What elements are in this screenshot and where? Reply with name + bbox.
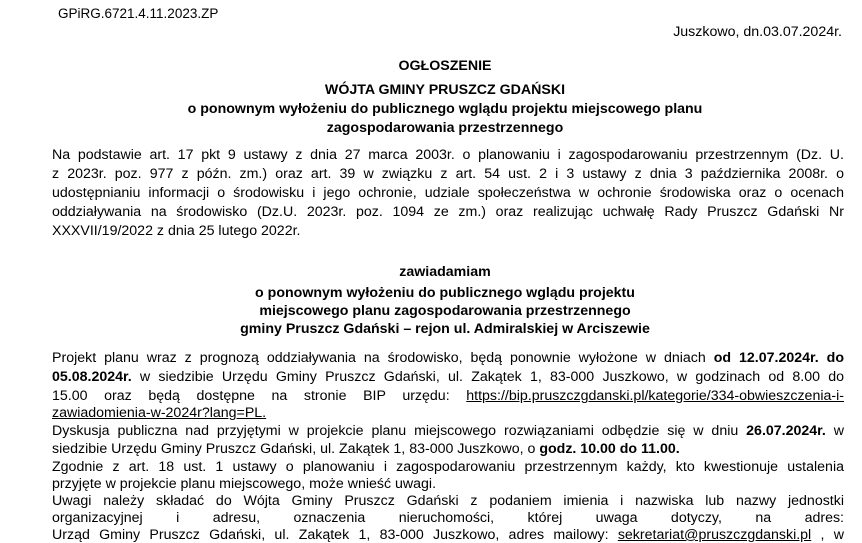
exhibition-line — [52, 388, 844, 404]
text-span: Dyskusja publiczna nad przyjętymi w projekcie planu miejscowego rozwiązaniami odbędzie się w dniu — [52, 423, 747, 439]
email-link[interactable]: sekretariat@pruszczgdanski.pl — [617, 527, 812, 543]
discussion-line — [52, 441, 844, 457]
bip-link-continued[interactable]: zawiadomienia-w-2024r?lang=PL. — [52, 405, 267, 421]
legal-basis-line: z 2023r. poz. 977 z późn. zm.) oraz art. 39 w związku z art. 54 ust. 2 i 3 ustawy z dnia 3 października 2008r. o — [52, 166, 844, 182]
discussion-line — [52, 423, 844, 439]
reference-number: GPiRG.6721.4.11.2023.ZP — [58, 6, 219, 21]
exhibition-line — [52, 350, 844, 366]
text-span: Urząd Gminy Pruszcz Gdański, ul. Zakątek 1, 83-000 Juszkowo, adres mailowy: — [52, 527, 618, 543]
submission-line: Uwagi należy składać do Wójta Gminy Pruszcz Gdański z podaniem imienia i nazwiska lub nazwy jednostki — [52, 493, 844, 509]
place-date: Juszkowo, dn.03.07.2024r. — [673, 24, 842, 40]
notice-heading: OGŁOSZENIE — [398, 58, 492, 74]
notice-subject-line-3: gminy Pruszcz Gdański – rejon ul. Admiralskiej w Arciszewie — [240, 321, 650, 337]
subject-line-1: o ponownym wyłożeniu do publicznego wglądu projektu miejscowego planu — [187, 101, 703, 117]
exhibition-line — [52, 405, 844, 421]
date-range-end: 05.08.2024r. — [52, 369, 132, 385]
date-range-start: od 12.07.2024r. do — [713, 350, 844, 366]
exhibition-line — [52, 369, 844, 385]
notice-subject-line-2: miejscowego planu zagospodarowania przestrzennego — [259, 303, 631, 319]
bip-link[interactable]: https://bip.pruszczgdanski.pl/kategorie/334-obwieszczenia-i- — [466, 388, 844, 404]
submission-line — [52, 527, 844, 543]
legal-basis-line: oddziaływania na środowisko (Dz.U. 2023r. poz. 1094 ze zm.) oraz realizując uchwałę Rady Pruszcz Gdański Nr — [52, 204, 844, 220]
text-span: 15.00 oraz będą dostępne na stronie BIP urzędu: — [52, 388, 467, 404]
submission-line: organizacyjnej i adresu, oznaczenia nieruchomości, której uwaga dotyczy, na adres: — [52, 510, 844, 526]
legal-basis-line: XXXVII/19/2022 z dnia 25 lutego 2022r. — [52, 223, 301, 239]
legal-basis-line: udostępnianiu informacji o środowisku i jego ochronie, udziale społeczeństwa w ochronie środowiska oraz o ocenach — [52, 185, 844, 201]
issuer-title: WÓJTA GMINY PRUSZCZ GDAŃSKI — [324, 82, 566, 98]
subject-line-2: zagospodarowania przestrzennego — [326, 120, 564, 136]
text-span: siedzibie Urzędu Gminy Pruszcz Gdański, ul. Zakątek 1, 83-000 Juszkowo, o — [52, 441, 540, 457]
text-span: w siedzibie Urzędu Gminy Pruszcz Gdański, ul. Zakątek 1, 83-000 Juszkowo, w godzinach od 8.00 do — [131, 369, 844, 385]
legal-basis-line: Na podstawie art. 17 pkt 9 ustawy z dnia 27 marca 2003r. o planowaniu i zagospodarowaniu przestrzennym (Dz. U. — [52, 147, 844, 163]
text-span: w — [825, 423, 845, 439]
text-span: , w — [811, 527, 844, 543]
text-span: Projekt planu wraz z prognozą oddziaływania na środowisko, będą ponownie wyłożone w dniach — [52, 350, 714, 366]
objections-line: Zgodnie z art. 18 ust. 1 ustawy o planowaniu i zagospodarowaniu przestrzennym każdy, kto kwestionuje ustalenia — [52, 459, 844, 475]
discussion-time: godz. 10.00 do 11.00. — [539, 441, 680, 457]
objections-line: przyjęte w projekcie planu miejscowego, może wnieść uwagi. — [52, 476, 437, 492]
discussion-date: 26.07.2024r. — [746, 423, 826, 439]
announce-word: zawiadamiam — [399, 264, 491, 280]
notice-subject-line-1: o ponownym wyłożeniu do publicznego wglądu projektu — [255, 285, 635, 301]
